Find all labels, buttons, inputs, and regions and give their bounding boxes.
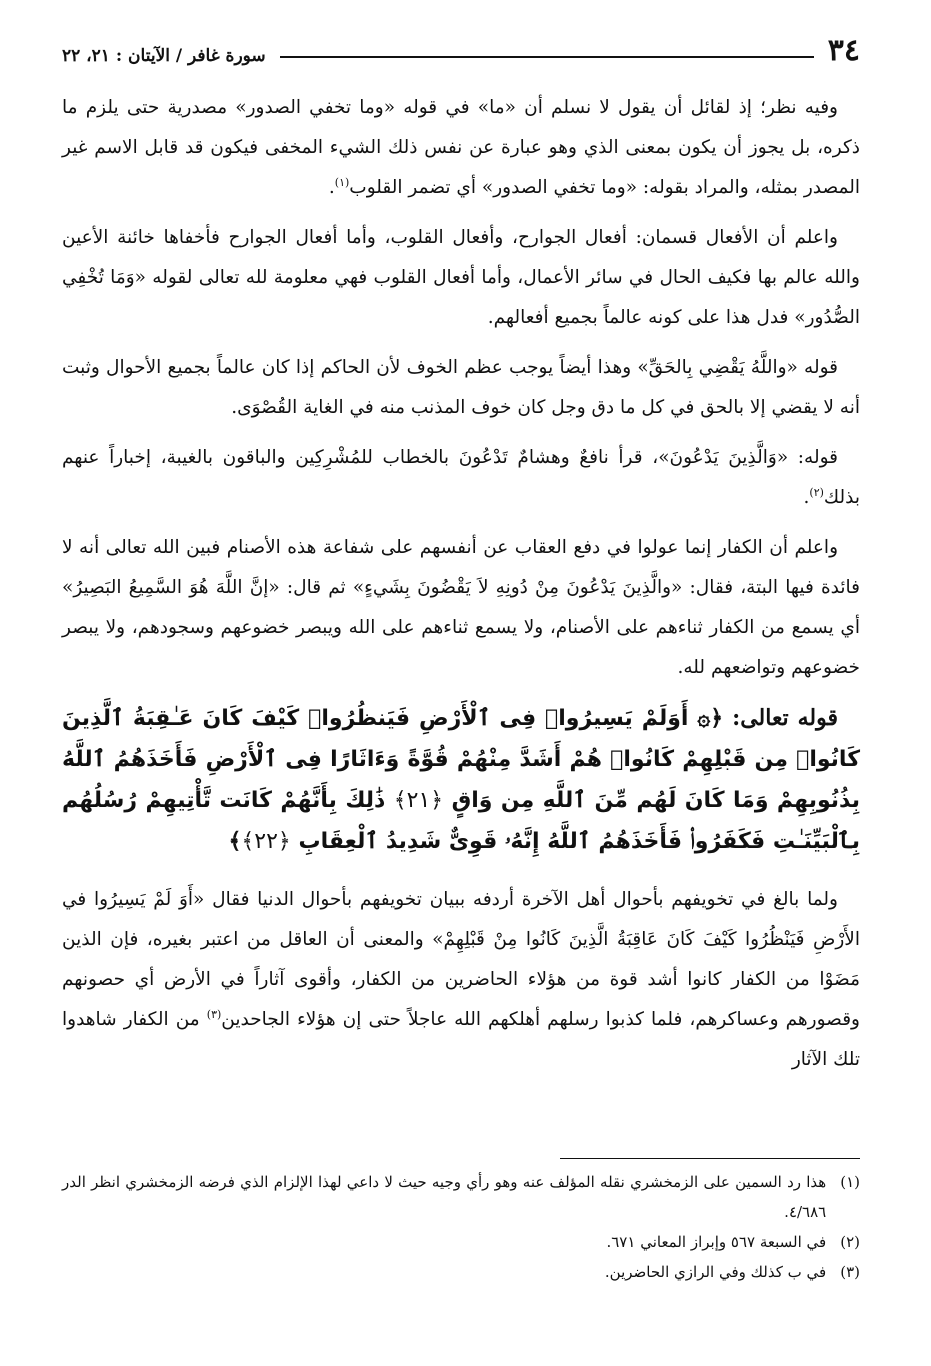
ayah-number-marker: ﴿٢١﴾	[393, 788, 444, 813]
paragraph: واعلم أن الكفار إنما عولوا في دفع العقاب عن أنفسهم على شفاعة هذه الأصنام فبين الله تعالى أنه لا فائدة فيها البتة، فقال: «والَّذِينَ يَدْعُونَ مِنْ دُونِهِ لاَ يَقْضُونَ بِشَيءٍ» ثم قال: «إنَّ اللَّهَ هُوَ السَّمِيعُ البَصِيرُ» أي يسمع من الكفار ثناءهم على الأصنام، ولا يسمع ثناءهم على الله ويبصر خضوعهم وسجودهم، ولا يبصر خضوعهم وتواضعهم لله.	[62, 537, 860, 678]
footnote-rule	[560, 1158, 860, 1159]
verse-text: ذَٰلِكَ بِأَنَّهُمْ كَانَت تَّأْتِيهِمْ رُسُلُهُم بِٱلْبَيِّنَـٰتِ فَكَفَرُوا۟ فَأَخَذَهُمُ ٱللَّهُ إِنَّهُۥ قَوِىٌّ شَدِيدُ ٱلْعِقَابِ	[62, 788, 860, 854]
footnote-text: هذا رد السمين على الزمخشري نقله المؤلف عنه وهو رأي وجيه حيث لا داعي لهذا الإلزام الذي فرضه الزمخشري انظر الدر ٤/٦٨٦.	[62, 1173, 827, 1221]
paragraph: قوله «واللَّهُ يَقْضِي بِالحَقِّ» وهذا أيضاً يوجب عظم الخوف لأن الحاكم إذا كان عالماً بجميع الأحوال وثبت أنه لا يقضي إلا بالحق في كل ما دق وجل كان خوف المذنب منه في الغاية القُصْوَى.	[62, 357, 860, 418]
footnotes	[62, 1158, 860, 1287]
footnote-text: في ب كذلك وفي الرازي الحاضرين.	[604, 1263, 827, 1281]
page-header	[62, 26, 860, 66]
footnote-number: (٣)	[840, 1263, 860, 1281]
footnote-text: في السبعة ٥٦٧ وإبراز المعاني ٦٧١.	[606, 1233, 827, 1251]
quran-verse-block	[62, 698, 860, 862]
paragraph	[62, 880, 860, 1080]
paragraph: واعلم أن الأفعال قسمان: أفعال الجوارح، وأفعال القلوب، وأما أفعال الجوارح فأخفاها خائنة الأعين والله عالم بها فكيف الحال في سائر الأعمال، وأما أفعال القلوب فهي معلومة لله تعالى لقوله «وَمَا تُخْفِي الصُّدُور» فدل هذا على كونه عالماً بجميع أفعالهم.	[62, 227, 860, 328]
paragraph-text: من الكفار شاهدوا تلك الآثار	[62, 1009, 860, 1070]
footnote-ref: (١)	[334, 175, 350, 189]
ayah-number-marker: ﴿٢٢﴾	[241, 829, 291, 854]
verse-lead: قوله تعالى:	[732, 705, 838, 731]
running-title: سورة غافر / الآيتان : ٢١، ٢٢	[62, 46, 266, 66]
paragraph-text: وفيه نظر؛ إذ لقائل أن يقول لا نسلم أن «ما» في قوله «وما تخفي الصدور» مصدرية حتى يلزم ما ذكره، بل يجوز أن يكون بمعنى الذي وهو عبارة عن نفس ذلك الشيء المخفى فيكون قد قابل الاسم غير المصدر بمثله، والمراد بقوله: «وما تخفي الصدور» أي تضمر القلوب	[62, 97, 860, 198]
verse-text: أَوَلَمْ يَسِيرُوا۟ فِى ٱلْأَرْضِ فَيَنظُرُوا۟ كَيْفَ كَانَ عَـٰقِبَةُ ٱلَّذِينَ كَانُوا۟ مِن قَبْلِهِمْ كَانُوا۟ هُمْ أَشَدَّ مِنْهُمْ قُوَّةً وَءَاثَارًا فِى ٱلْأَرْضِ فَأَخَذَهُمُ ٱللَّهُ بِذُنُوبِهِمْ وَمَا كَانَ لَهُم مِّنَ ٱللَّهِ مِن وَاقٍ	[62, 706, 860, 813]
footnote-ref: (٣)	[206, 1007, 222, 1021]
footnote	[62, 1227, 860, 1257]
footnote	[62, 1167, 860, 1227]
paragraph: قوله: «وَالَّذِينَ يَدْعُونَ»، قرأ نافعٌ وهشامٌ تَدْعُونَ بالخطاب للمُشْرِكِين والباقون بالغيبة، إخباراً عنهم بذلك$^{(٢)}$.	[62, 447, 860, 508]
page-number: ٣٤	[827, 33, 860, 68]
footnote-number: (٢)	[840, 1233, 860, 1251]
footnote	[62, 1257, 860, 1287]
paragraph-text: ولما بالغ في تخويفهم بأحوال أهل الآخرة أردفه ببيان تخويفهم بأحوال الدنيا فقال «أَوَ لَمْ يَسِيرُوا في الأَرْضِ فَيَنْظُرُوا كَيْفَ كَانَ عَاقِبَةُ الَّذِينَ كَانُوا مِنْ قَبْلِهِمْ» والمعنى أن العاقل من اعتبر بغيره، فإن الذين مَضَوْا من الكفار كانوا أشد قوة من هؤلاء الحاضرين من الكفار، وأقوى آثاراً في الأرض أي حصونهم وقصورهم وعساكرهم، فلما كذبوا رسلهم أهلكهم الله عاجلاً حتى إن هؤلاء الجاحدين	[62, 889, 860, 1030]
body-text	[62, 88, 860, 1080]
footnote-ref: (٢)	[809, 485, 824, 499]
footnote-number: (١)	[840, 1173, 860, 1191]
verse-open-bracket: ﴿	[710, 706, 724, 731]
hizb-star-icon: ۞	[697, 706, 711, 731]
header-rule	[280, 56, 814, 58]
paragraph: وفيه نظر؛ إذ لقائل أن يقول لا نسلم أن «ما» في قوله «وما تخفي الصدور» مصدرية حتى يلزم ما ذكره، بل يجوز أن يكون بمعنى الذي وهو عبارة عن نفس ذلك الشيء المخفى فيكون قد قابل الاسم غير المصدر بمثله، والمراد بقوله: «وما تخفي الصدور» أي تضمر القلوب$^{(١)}$.	[62, 97, 860, 198]
paragraph-text: قوله: «وَالَّذِينَ يَدْعُونَ»، قرأ نافعٌ وهشامٌ تَدْعُونَ بالخطاب للمُشْرِكِين والباقون بالغيبة، إخباراً عنهم بذلك	[62, 447, 860, 508]
verse-close-bracket: ﴾	[228, 829, 242, 854]
book-page	[62, 26, 860, 1346]
